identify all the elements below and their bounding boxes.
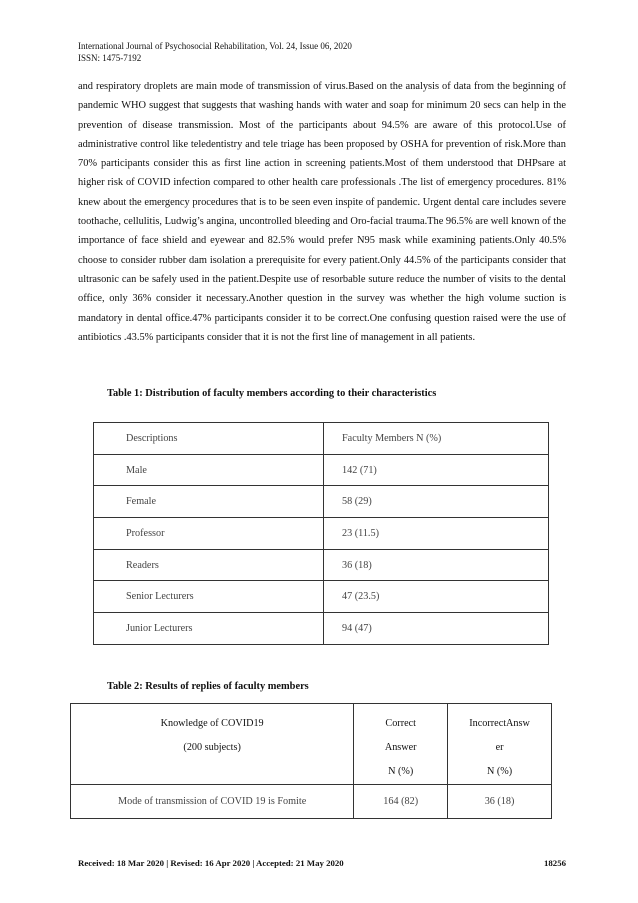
table-cell: Readers [94, 549, 324, 581]
table-cell: 94 (47) [324, 613, 549, 645]
table-cell: Male [94, 454, 324, 486]
table-cell: Senior Lecturers [94, 581, 324, 613]
table1-caption: Table 1: Distribution of faculty members according to their characteristics [107, 388, 437, 399]
incorrect-header-line: IncorrectAnsw [469, 718, 530, 729]
knowledge-header-line: Knowledge of COVID19 [160, 718, 264, 729]
table-cell: 36 (18) [448, 785, 552, 819]
table-row [94, 613, 549, 645]
table-cell: 164 (82) [354, 785, 448, 819]
knowledge-header-subline: (200 subjects) [183, 742, 241, 753]
table2 [70, 703, 552, 819]
knowledge-header [71, 704, 354, 785]
table-cell: 47 (23.5) [324, 581, 549, 613]
table1 [93, 422, 549, 645]
table-cell: Mode of transmission of COVID 19 is Fomite [71, 785, 354, 819]
table-row [94, 454, 549, 486]
incorrect-header-unit: N (%) [486, 766, 513, 777]
table-cell: Professor [94, 518, 324, 550]
table1-header-cell: Descriptions [94, 423, 324, 455]
table1-header-row [94, 423, 549, 455]
correct-header [354, 704, 448, 785]
page-footer [78, 858, 566, 868]
table1-header-cell: Faculty Members N (%) [324, 423, 549, 455]
table2-caption: Table 2: Results of replies of faculty members [107, 681, 309, 692]
footer-dates: Received: 18 Mar 2020 | Revised: 16 Apr 2020 | Accepted: 21 May 2020 [78, 858, 344, 868]
table-cell: Junior Lecturers [94, 613, 324, 645]
table-row [94, 581, 549, 613]
page-header [78, 40, 352, 64]
table-cell: 142 (71) [324, 454, 549, 486]
correct-header-line: Correct [385, 718, 416, 729]
journal-title: International Journal of Psychosocial Rehabilitation, Vol. 24, Issue 06, 2020 [78, 41, 352, 51]
table-row [94, 518, 549, 550]
table-row [94, 549, 549, 581]
table-cell: Female [94, 486, 324, 518]
table-row [94, 486, 549, 518]
incorrect-header-line: er [495, 742, 504, 753]
page-number: 18256 [544, 858, 566, 868]
body-text [78, 77, 566, 347]
incorrect-header [448, 704, 552, 785]
correct-header-unit: N (%) [388, 766, 414, 777]
table-cell: 23 (11.5) [324, 518, 549, 550]
correct-header-line: Answer [384, 742, 417, 753]
body-paragraph: and respiratory droplets are main mode of transmission of virus.Based on the analysis of data from the beginning of pandemic WHO suggest that suggests that washing hands with water and soap for minimum 20 secs can help in the prevention of disease transmission. Most of the participants about 94.5% are aware of this protocol.Use of administrative control like teledentistry and tele triage has been proposed by OSHA for prevention of risk.More than 70% participants consider this as first line action in screening patients.Most of them understood that DHPsare at higher risk of COVID infection compared to other health care professionals .The list of emergency procedures. 81% knew about the emergency procedures that is to be seen even inspite of pandemic. Urgent dental care includes severe toothache, cellulitis, Ludwig’s angina, uncontrolled bleeding and Oro-facial trauma.The 96.5% are well known of the importance of face shield and eyewear and 82.5% would prefer N95 mask while examining patients.Only 40.5% choose to consider rubber dam isolation a prerequisite for every patient.Only 44.5% of the participants consider that ultrasonic can be safely used in the patient.Despite use of resorbable suture reduce the number of visits to the dental office, only 36% consider it necessary.Another question in the survey was whether the high volume suction is mandatory in dental office.47% participants consider it to be correct.One confusing question raised were the use of antibiotics .43.5% participants consider that it is not the first line of management in all patients. [78, 81, 566, 343]
table2-header-row [71, 704, 552, 785]
table-row [71, 785, 552, 819]
table-cell: 36 (18) [324, 549, 549, 581]
table-cell: 58 (29) [324, 486, 549, 518]
issn: ISSN: 1475-7192 [78, 53, 142, 63]
